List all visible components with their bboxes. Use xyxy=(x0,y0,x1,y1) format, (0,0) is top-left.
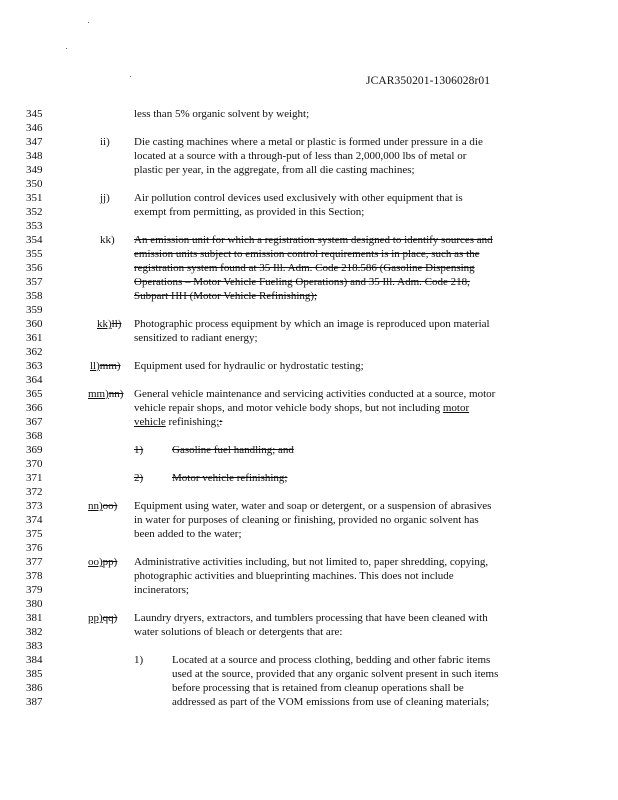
line-number: 351 xyxy=(26,192,43,204)
deleted-text: Subpart HH (Motor Vehicle Refinishing); xyxy=(134,290,318,302)
text-line xyxy=(134,261,475,275)
line-number: 385 xyxy=(26,668,43,680)
text-line: Located at a source and process clothing, bedding and other fabric items xyxy=(172,654,491,666)
line-number: 379 xyxy=(26,584,43,596)
line-number: 350 xyxy=(26,178,43,190)
line-number: 361 xyxy=(26,332,43,344)
text-line: Equipment used for hydraulic or hydrostatic testing; xyxy=(134,360,364,372)
text-line: photographic activities and blueprinting machines. This does not include xyxy=(134,570,454,582)
line-number: 358 xyxy=(26,290,43,302)
added-label: oo) xyxy=(88,556,103,568)
line-number: 381 xyxy=(26,612,43,624)
line-number: 355 xyxy=(26,248,43,260)
text-line: Die casting machines where a metal or plastic is formed under pressure in a die xyxy=(134,136,483,148)
text-line: Administrative activities including, but not limited to, paper shredding, copying, xyxy=(134,556,489,568)
added-label: pp) xyxy=(88,612,103,624)
text-line: exempt from permitting, as provided in this Section; xyxy=(134,206,365,218)
line-number: 387 xyxy=(26,696,43,708)
deleted-text: Gasoline fuel handling; and xyxy=(172,444,294,456)
line-number: 356 xyxy=(26,262,43,274)
text-line xyxy=(172,471,287,485)
scan-speck xyxy=(130,76,131,77)
line-number: 382 xyxy=(26,626,43,638)
added-label: ll) xyxy=(90,360,100,372)
line-number: 373 xyxy=(26,500,43,512)
text-line: in water for purposes of cleaning or finishing, provided no organic solvent has xyxy=(134,514,479,526)
text-line: been added to the water; xyxy=(134,528,242,540)
item-label: ii) xyxy=(100,136,110,148)
text-line: incinerators; xyxy=(134,584,189,596)
deleted-label: nn) xyxy=(108,388,124,400)
text-line: addressed as part of the VOM emissions from use of cleaning materials; xyxy=(172,696,490,708)
deleted-label: ll) xyxy=(111,318,122,330)
text-line xyxy=(134,275,470,289)
text-line: located at a source with a through-put of less than 2,000,000 lbs of metal or xyxy=(134,150,467,162)
line-number: 368 xyxy=(26,430,43,442)
text-line: Air pollution control devices used exclusively with other equipment that is xyxy=(134,192,463,204)
line-number: 354 xyxy=(26,234,43,246)
deleted-text: Operations – Motor Vehicle Fueling Operations) and 35 Ill. Adm. Code 218, xyxy=(134,276,470,288)
deleted-text: registration system found at 35 Ill. Adm. Code 218.586 (Gasoline Dispensing xyxy=(134,262,475,274)
scan-speck xyxy=(66,48,67,49)
line-number: 364 xyxy=(26,374,43,386)
deleted-text: An emission unit for which a registration system designed to identify sources and xyxy=(134,234,493,246)
deleted-text: Motor vehicle refinishing; xyxy=(172,472,288,484)
line-number: 347 xyxy=(26,136,43,148)
deleted-label: oo) xyxy=(102,500,118,512)
document-header: JCAR350201-1306028r01 xyxy=(366,75,491,87)
text-span: vehicle repair shops, and motor vehicle body shops, but not including xyxy=(134,402,441,414)
added-text: vehicle xyxy=(134,416,166,428)
line-number: 365 xyxy=(26,388,43,400)
line-number: 384 xyxy=(26,654,43,666)
subitem-label xyxy=(134,471,143,485)
added-label: nn) xyxy=(88,500,103,512)
line-number: 377 xyxy=(26,556,43,568)
subitem-label: 1) xyxy=(134,654,144,666)
line-number: 375 xyxy=(26,528,43,540)
scan-speck xyxy=(88,22,89,23)
line-number: 359 xyxy=(26,304,43,316)
text-line xyxy=(134,401,469,415)
item-label: kk) xyxy=(100,234,115,246)
line-number: 346 xyxy=(26,122,43,134)
line-number: 371 xyxy=(26,472,43,484)
text-line xyxy=(134,247,480,261)
line-number: 370 xyxy=(26,458,43,470)
line-number: 369 xyxy=(26,444,43,456)
line-number: 372 xyxy=(26,486,43,498)
line-number: 367 xyxy=(26,416,43,428)
deleted-text: : xyxy=(219,416,223,428)
added-label: kk) xyxy=(97,318,112,330)
line-number: 349 xyxy=(26,164,43,176)
added-text: motor xyxy=(442,402,470,414)
text-line xyxy=(172,443,294,457)
text-line: before processing that is retained from cleanup operations shall be xyxy=(172,682,464,694)
text-line: Laundry dryers, extractors, and tumblers processing that have been cleaned with xyxy=(134,612,488,624)
line-number: 378 xyxy=(26,570,43,582)
line-number: 380 xyxy=(26,598,43,610)
item-label xyxy=(88,555,117,569)
item-label xyxy=(97,317,121,331)
deleted-label: 1) xyxy=(134,444,144,456)
deleted-label: mm) xyxy=(99,360,121,372)
line-number: 376 xyxy=(26,542,43,554)
line-number: 374 xyxy=(26,514,43,526)
deleted-label: pp) xyxy=(102,556,118,568)
deleted-label: 2) xyxy=(134,472,144,484)
item-label xyxy=(88,499,117,513)
line-number: 352 xyxy=(26,206,43,218)
text-line: Equipment using water, water and soap or detergent, or a suspension of abrasives xyxy=(134,500,492,512)
item-label xyxy=(90,359,121,373)
text-line: less than 5% organic solvent by weight; xyxy=(134,108,310,120)
text-span: refinishing xyxy=(168,416,217,428)
line-number: 363 xyxy=(26,360,43,372)
line-number: 360 xyxy=(26,318,43,330)
text-line: General vehicle maintenance and servicing activities conducted at a source, motor xyxy=(134,388,496,400)
deleted-label: qq) xyxy=(102,612,118,624)
item-label xyxy=(88,387,123,401)
line-number: 386 xyxy=(26,682,43,694)
text-line xyxy=(134,415,222,429)
text-line: water solutions of bleach or detergents that are: xyxy=(134,626,343,638)
item-label: jj) xyxy=(100,192,110,204)
line-number: 357 xyxy=(26,276,43,288)
subitem-label xyxy=(134,443,143,457)
line-number: 383 xyxy=(26,640,43,652)
added-label: mm) xyxy=(88,388,109,400)
text-line xyxy=(134,289,317,303)
text-line: used at the source, provided that any organic solvent present in such items xyxy=(172,668,499,680)
text-line: sensitized to radiant energy; xyxy=(134,332,258,344)
line-number: 366 xyxy=(26,402,43,414)
line-number: 348 xyxy=(26,150,43,162)
added-text: ; xyxy=(216,416,220,428)
deleted-text: emission units subject to emission control requirements is in place, such as the xyxy=(134,248,480,260)
line-number: 362 xyxy=(26,346,43,358)
line-number: 353 xyxy=(26,220,43,232)
item-label xyxy=(88,611,117,625)
text-line xyxy=(134,233,493,247)
text-line: plastic per year, in the aggregate, from all die casting machines; xyxy=(134,164,415,176)
line-number: 345 xyxy=(26,108,43,120)
text-line: Photographic process equipment by which an image is reproduced upon material xyxy=(134,318,490,330)
